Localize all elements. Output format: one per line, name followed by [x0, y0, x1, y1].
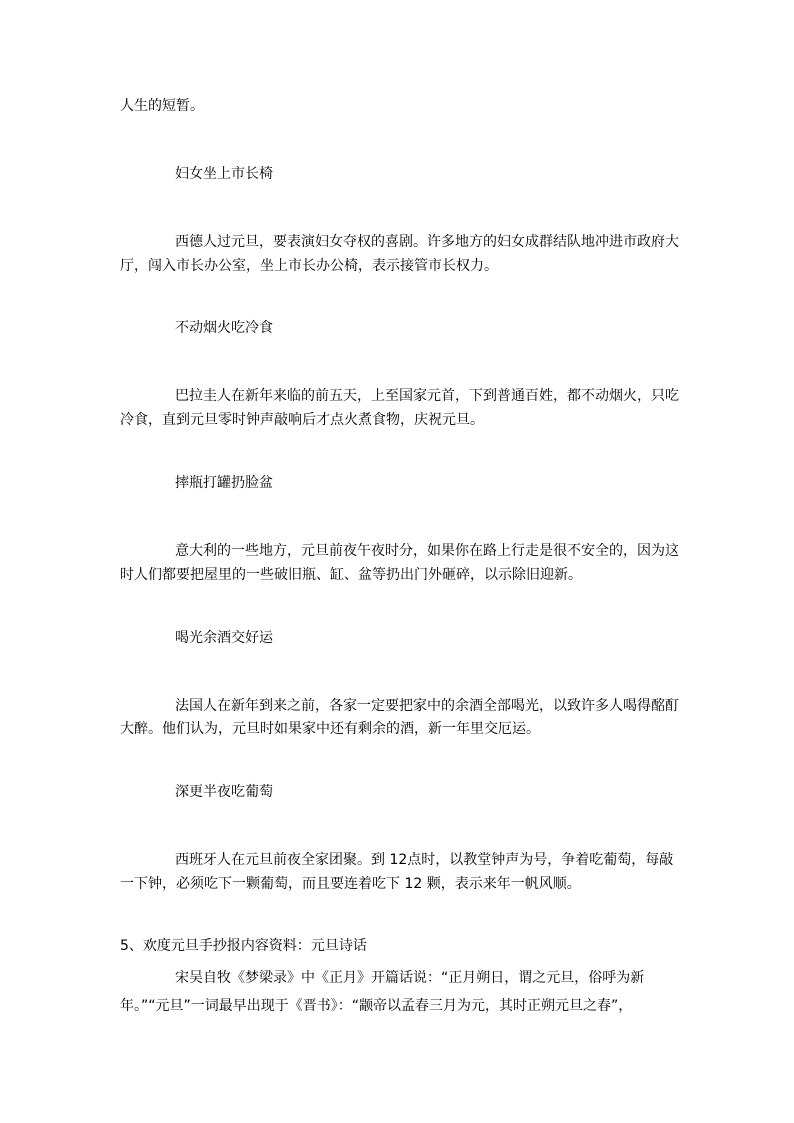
custom-1-line-0: 巴拉圭人在新年来临的前五天，上至国家元首，下到普通百姓，都不动烟火，只吃 — [175, 388, 679, 404]
custom-heading-midnight-grapes: 深更半夜吃葡萄 — [175, 784, 273, 800]
custom-3-line-1: 大醉。他们认为，元旦时如果家中还有剩余的酒，新一年里交厄运。 — [120, 721, 540, 737]
custom-0-line-0: 西德人过元旦，要表演妇女夺权的喜剧。许多地方的妇女成群结队地冲进市政府大 — [175, 234, 679, 250]
custom-heading-cold-food: 不动烟火吃冷食 — [175, 320, 273, 336]
custom-1-line-1: 冷食，直到元旦零时钟声敲响后才点火煮食物，庆祝元旦。 — [120, 412, 484, 428]
section-5-title: 5、欢度元旦手抄报内容资料：元旦诗话 — [120, 938, 367, 954]
section-5-line-0: 宋吴自牧《梦梁录》中《正月》开篇话说：“正月朔日，谓之元旦，俗呼为新 — [175, 970, 645, 986]
custom-4-line-1: 一下钟，必须吃下一颗葡萄，而且要连着吃下 12 颗，表示来年一帆风顺。 — [120, 876, 581, 892]
custom-heading-women-mayor-chair: 妇女坐上市长椅 — [175, 166, 273, 182]
custom-0-line-1: 厅，闯入市长办公室，坐上市长办公椅，表示接管市长权力。 — [120, 258, 498, 274]
custom-heading-smash-bottles: 摔瓶打罐扔脸盆 — [175, 475, 273, 491]
section-5-line-1: 年。”“元旦”一词最早出现于《晋书》：“颛帝以孟春三月为元，其时正朔元旦之春”， — [120, 998, 633, 1014]
custom-3-line-0: 法国人在新年到来之前，各家一定要把家中的余酒全部喝光，以致许多人喝得酩酊 — [175, 698, 679, 714]
custom-2-line-0: 意大利的一些地方，元旦前夜午夜时分，如果你在路上行走是很不安全的，因为这 — [175, 543, 679, 559]
custom-4-line-0: 西班牙人在元旦前夜全家团聚。到 12点时，以教堂钟声为号，争着吃葡萄，每敲 — [175, 852, 674, 868]
custom-2-line-1: 时人们都要把屋里的一些破旧瓶、缸、盆等扔出门外砸碎，以示除旧迎新。 — [120, 567, 582, 583]
custom-heading-finish-wine: 喝光余酒交好运 — [175, 630, 273, 646]
intro-tail-line: 人生的短暂。 — [120, 98, 204, 114]
